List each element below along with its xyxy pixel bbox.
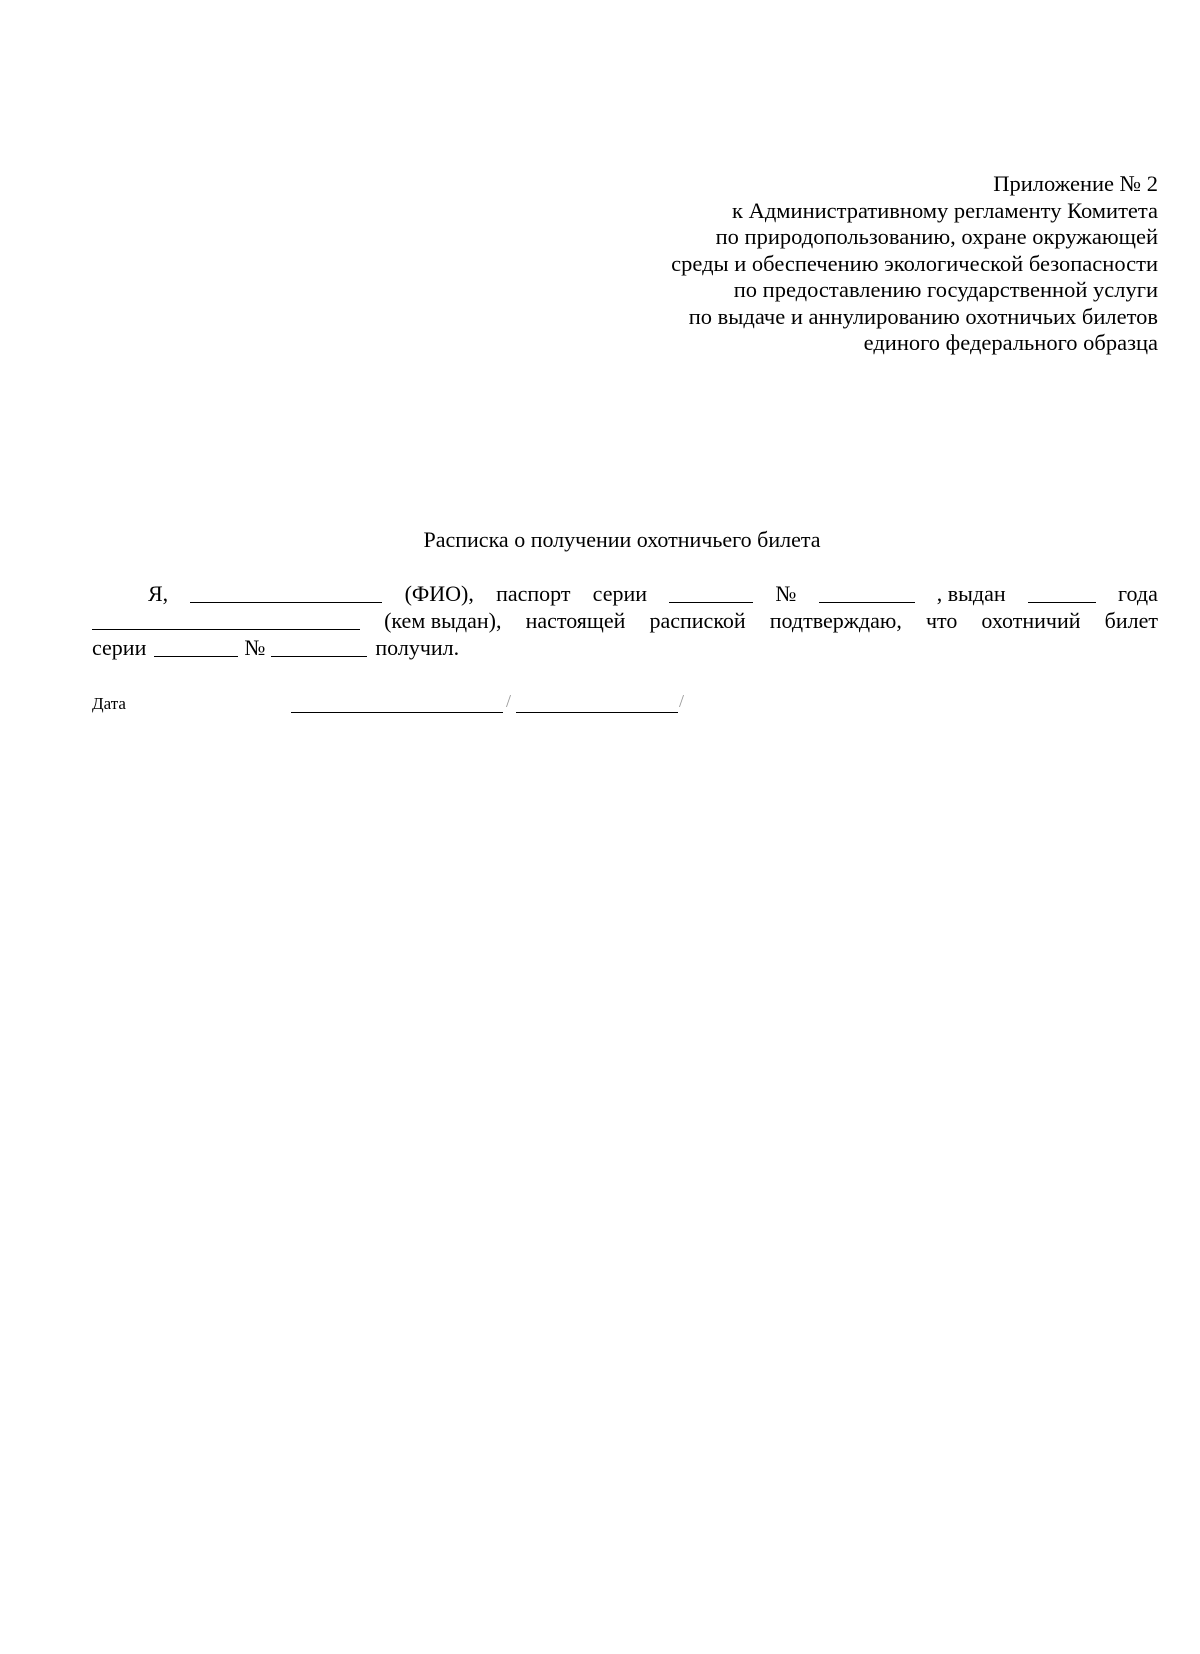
passport-label: паспорт bbox=[496, 581, 571, 606]
receipt-line-2 bbox=[92, 607, 1158, 634]
receipt-line-3 bbox=[92, 634, 1158, 661]
receipt-body bbox=[92, 580, 1158, 661]
year-label: года bbox=[1118, 581, 1158, 606]
name-decoding-blank bbox=[516, 712, 678, 713]
passport-series-label: серии bbox=[592, 581, 648, 606]
line2-word-5: охотничий bbox=[981, 608, 1081, 633]
received-label: получил. bbox=[375, 635, 460, 660]
receipt-line-1-start bbox=[92, 580, 168, 607]
issue-year-blank bbox=[1028, 582, 1096, 603]
header-line-environment: среды и обеспечению экологической безопасности bbox=[671, 250, 1158, 276]
date-label: Дата bbox=[92, 694, 126, 713]
receipt-line-1 bbox=[92, 580, 1158, 607]
fio-label: (ФИО), bbox=[404, 581, 474, 606]
ticket-series-blank bbox=[154, 636, 238, 657]
signature-blank bbox=[291, 712, 503, 713]
header-line-federal-sample: единого федерального образца bbox=[863, 330, 1158, 355]
header-line-committee: по природопользованию, охране окружающей bbox=[715, 224, 1158, 249]
ticket-series-label: серии bbox=[92, 635, 147, 660]
signature-separator: / bbox=[506, 691, 512, 711]
issuer-label: (кем выдан), bbox=[384, 608, 502, 633]
issued-label: , выдан bbox=[936, 581, 1006, 606]
header-line-service: по предоставлению государственной услуги bbox=[733, 277, 1158, 302]
fio-blank bbox=[190, 582, 382, 603]
line2-word-4: что bbox=[925, 608, 958, 633]
ya-label: Я, bbox=[148, 581, 169, 606]
line2-word-1: настоящей bbox=[525, 608, 626, 633]
signature-end-slash: / bbox=[679, 691, 685, 711]
passport-number-blank bbox=[819, 582, 915, 603]
ticket-number-blank bbox=[271, 636, 367, 657]
header-line-regulation: к Административному регламенту Комитета bbox=[732, 197, 1158, 223]
ticket-number-sign: № bbox=[244, 635, 266, 660]
header-line-tickets: по выдаче и аннулированию охотничьих билетов bbox=[688, 303, 1158, 329]
passport-series-blank bbox=[669, 582, 753, 603]
signature-row bbox=[92, 692, 792, 718]
line2-word-3: подтверждаю, bbox=[769, 608, 902, 633]
issuer-blank bbox=[92, 609, 360, 630]
header-line-appendix-number: Приложение № 2 bbox=[993, 171, 1158, 196]
appendix-header bbox=[538, 171, 1158, 357]
line2-word-6: билет bbox=[1104, 608, 1158, 633]
line2-word-2: распиской bbox=[649, 608, 746, 633]
document-title: Расписка о получении охотничьего билета bbox=[423, 527, 821, 552]
passport-number-sign: № bbox=[775, 581, 797, 606]
